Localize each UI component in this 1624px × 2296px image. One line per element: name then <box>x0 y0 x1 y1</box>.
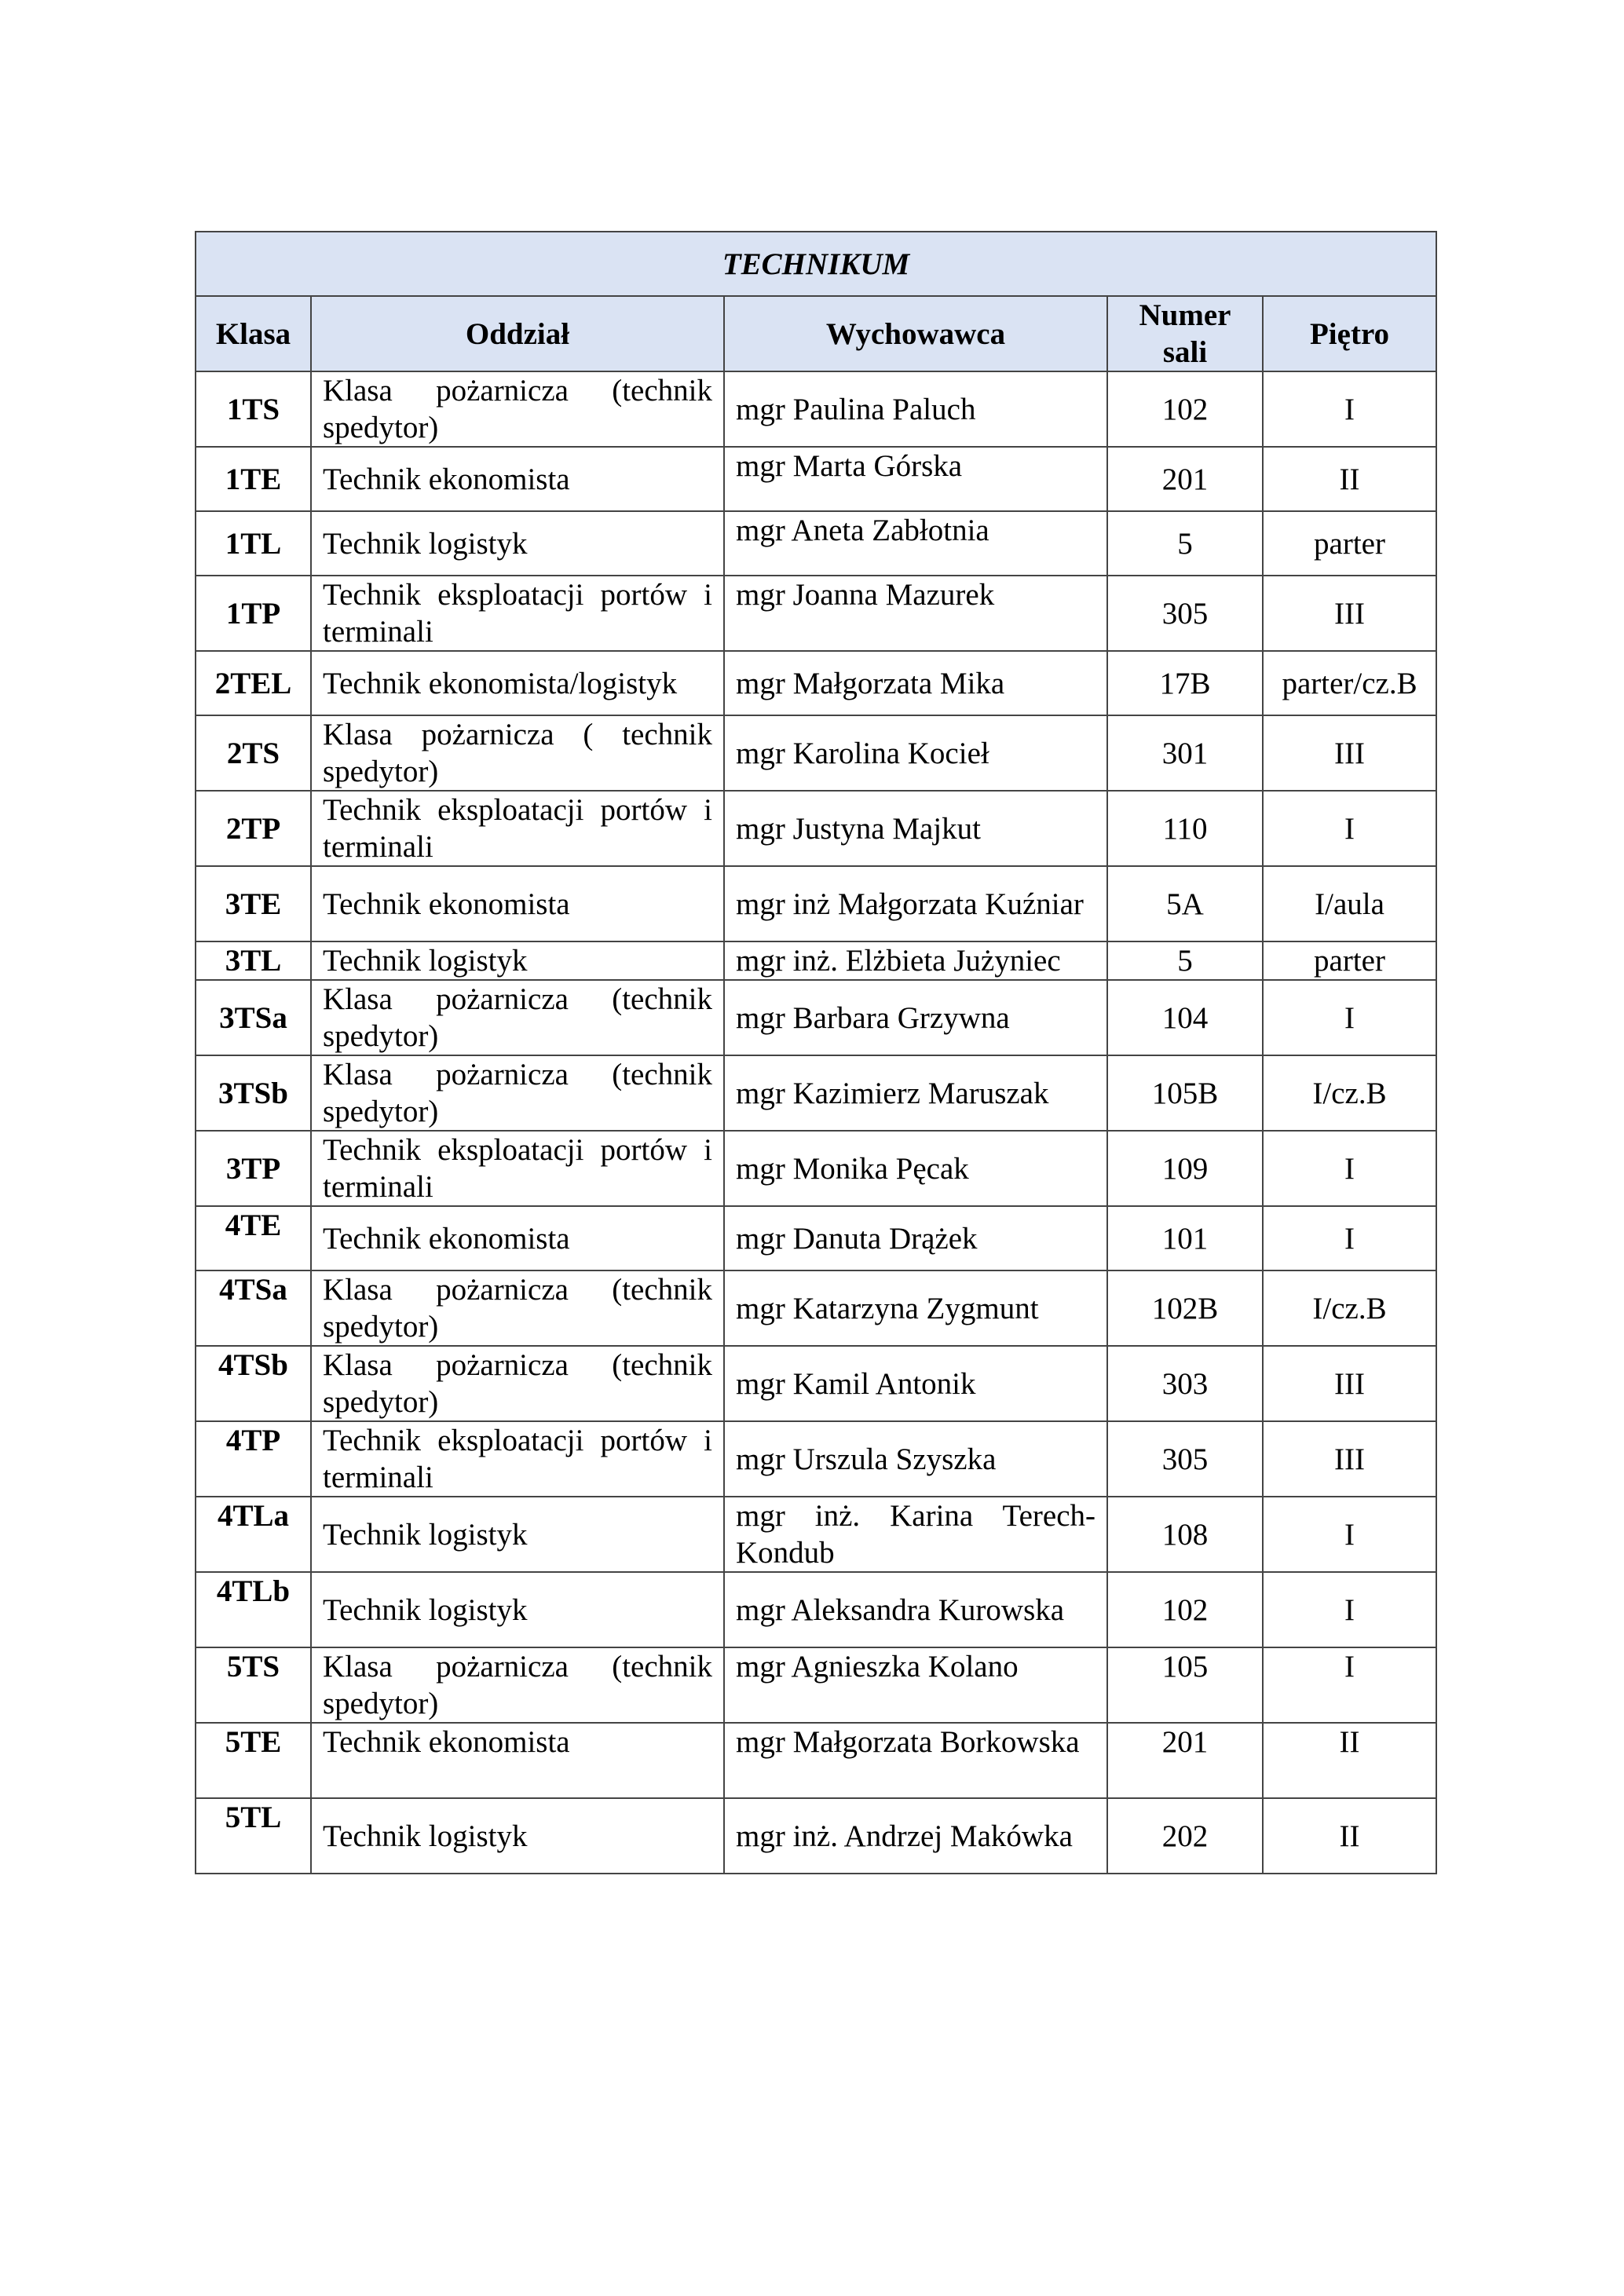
cell-sala: 102 <box>1107 371 1263 447</box>
cell-sala: 101 <box>1107 1206 1263 1270</box>
cell-pietro: I <box>1263 791 1436 866</box>
cell-wychowawca: mgr Justyna Majkut <box>724 791 1107 866</box>
cell-klasa: 1TP <box>196 576 311 651</box>
cell-sala: 201 <box>1107 447 1263 511</box>
table-row <box>196 1798 1436 1874</box>
cell-klasa: 4TLa <box>196 1497 311 1572</box>
cell-klasa: 4TP <box>196 1421 311 1497</box>
table-row <box>196 941 1436 980</box>
cell-oddzial: Klasa pożarnicza (technik spedytor) <box>311 1346 724 1421</box>
table-title: TECHNIKUM <box>196 232 1436 296</box>
cell-sala: 303 <box>1107 1346 1263 1421</box>
table-row <box>196 651 1436 715</box>
header-wychowawca: Wychowawca <box>724 296 1107 371</box>
cell-oddzial: Klasa pożarnicza (technik spedytor) <box>311 1647 724 1723</box>
cell-sala: 105 <box>1107 1647 1263 1723</box>
cell-oddzial: Technik ekonomista <box>311 1723 724 1798</box>
cell-oddzial: Technik eksploatacji portów i terminali <box>311 576 724 651</box>
cell-wychowawca: mgr inż Małgorzata Kuźniar <box>724 866 1107 941</box>
cell-sala: 17B <box>1107 651 1263 715</box>
cell-pietro: III <box>1263 715 1436 791</box>
table-row <box>196 715 1436 791</box>
cell-pietro: II <box>1263 447 1436 511</box>
cell-wychowawca: mgr Danuta Drążek <box>724 1206 1107 1270</box>
cell-sala: 201 <box>1107 1723 1263 1798</box>
table-row <box>196 1131 1436 1206</box>
cell-oddzial: Technik logistyk <box>311 941 724 980</box>
cell-sala: 105B <box>1107 1055 1263 1131</box>
table-row <box>196 576 1436 651</box>
cell-sala: 104 <box>1107 980 1263 1055</box>
table-row <box>196 371 1436 447</box>
table-row <box>196 791 1436 866</box>
cell-pietro: I <box>1263 1131 1436 1206</box>
cell-sala: 5A <box>1107 866 1263 941</box>
cell-pietro: III <box>1263 576 1436 651</box>
cell-klasa: 3TE <box>196 866 311 941</box>
cell-wychowawca: mgr Marta Górska <box>724 447 1107 511</box>
cell-klasa: 3TL <box>196 941 311 980</box>
cell-klasa: 5TL <box>196 1798 311 1874</box>
cell-pietro: I <box>1263 1206 1436 1270</box>
cell-wychowawca: mgr Małgorzata Borkowska <box>724 1723 1107 1798</box>
cell-pietro: I/aula <box>1263 866 1436 941</box>
cell-oddzial: Technik ekonomista <box>311 1206 724 1270</box>
table-row <box>196 1421 1436 1497</box>
table-title-row <box>196 232 1436 296</box>
cell-klasa: 4TSb <box>196 1346 311 1421</box>
cell-sala: 108 <box>1107 1497 1263 1572</box>
cell-oddzial: Technik logistyk <box>311 511 724 576</box>
cell-pietro: I/cz.B <box>1263 1055 1436 1131</box>
table-row <box>196 866 1436 941</box>
cell-oddzial: Technik ekonomista <box>311 866 724 941</box>
cell-pietro: I <box>1263 1497 1436 1572</box>
header-sala: Numer sali <box>1107 296 1263 371</box>
cell-oddzial: Technik logistyk <box>311 1497 724 1572</box>
table-row <box>196 1055 1436 1131</box>
cell-wychowawca: mgr Joanna Mazurek <box>724 576 1107 651</box>
cell-klasa: 2TEL <box>196 651 311 715</box>
cell-klasa: 5TS <box>196 1647 311 1723</box>
cell-sala: 110 <box>1107 791 1263 866</box>
cell-klasa: 3TSb <box>196 1055 311 1131</box>
cell-oddzial: Technik ekonomista/logistyk <box>311 651 724 715</box>
cell-pietro: I <box>1263 1572 1436 1647</box>
cell-klasa: 2TP <box>196 791 311 866</box>
cell-sala: 5 <box>1107 941 1263 980</box>
cell-oddzial: Klasa pożarnicza (technik spedytor) <box>311 1270 724 1346</box>
cell-sala: 109 <box>1107 1131 1263 1206</box>
cell-wychowawca: mgr inż. Andrzej Makówka <box>724 1798 1107 1874</box>
cell-oddzial: Technik logistyk <box>311 1798 724 1874</box>
cell-klasa: 3TSa <box>196 980 311 1055</box>
table-row <box>196 1572 1436 1647</box>
cell-pietro: III <box>1263 1421 1436 1497</box>
table-row <box>196 1723 1436 1798</box>
cell-pietro: I/cz.B <box>1263 1270 1436 1346</box>
table-row <box>196 1270 1436 1346</box>
cell-pietro: I <box>1263 371 1436 447</box>
header-klasa: Klasa <box>196 296 311 371</box>
cell-klasa: 1TE <box>196 447 311 511</box>
cell-klasa: 3TP <box>196 1131 311 1206</box>
cell-wychowawca: mgr Paulina Paluch <box>724 371 1107 447</box>
cell-oddzial: Technik eksploatacji portów i terminali <box>311 1421 724 1497</box>
cell-oddzial: Technik eksploatacji portów i terminali <box>311 1131 724 1206</box>
cell-wychowawca: mgr Małgorzata Mika <box>724 651 1107 715</box>
cell-sala: 102 <box>1107 1572 1263 1647</box>
cell-oddzial: Technik eksploatacji portów i terminali <box>311 791 724 866</box>
cell-wychowawca: mgr Aneta Zabłotnia <box>724 511 1107 576</box>
cell-oddzial: Technik logistyk <box>311 1572 724 1647</box>
table-header-row <box>196 296 1436 371</box>
header-oddzial: Oddział <box>311 296 724 371</box>
cell-pietro: II <box>1263 1798 1436 1874</box>
cell-klasa: 4TSa <box>196 1270 311 1346</box>
cell-wychowawca: mgr inż. Karina Terech-Kondub <box>724 1497 1107 1572</box>
cell-sala: 301 <box>1107 715 1263 791</box>
cell-pietro: I <box>1263 1647 1436 1723</box>
cell-sala: 202 <box>1107 1798 1263 1874</box>
table-row <box>196 980 1436 1055</box>
cell-wychowawca: mgr Katarzyna Zygmunt <box>724 1270 1107 1346</box>
cell-sala: 5 <box>1107 511 1263 576</box>
cell-oddzial: Klasa pożarnicza ( technik spedytor) <box>311 715 724 791</box>
cell-pietro: II <box>1263 1723 1436 1798</box>
cell-oddzial: Klasa pożarnicza (technik spedytor) <box>311 980 724 1055</box>
cell-sala: 305 <box>1107 576 1263 651</box>
cell-klasa: 5TE <box>196 1723 311 1798</box>
cell-wychowawca: mgr Kamil Antonik <box>724 1346 1107 1421</box>
cell-pietro: parter/cz.B <box>1263 651 1436 715</box>
cell-wychowawca: mgr Karolina Kocieł <box>724 715 1107 791</box>
cell-oddzial: Klasa pożarnicza (technik spedytor) <box>311 371 724 447</box>
cell-klasa: 4TE <box>196 1206 311 1270</box>
cell-sala: 102B <box>1107 1270 1263 1346</box>
cell-pietro: parter <box>1263 511 1436 576</box>
cell-pietro: parter <box>1263 941 1436 980</box>
cell-wychowawca: mgr Urszula Szyszka <box>724 1421 1107 1497</box>
table-row <box>196 1497 1436 1572</box>
cell-wychowawca: mgr Barbara Grzywna <box>724 980 1107 1055</box>
cell-oddzial: Technik ekonomista <box>311 447 724 511</box>
table-row <box>196 447 1436 511</box>
table-row <box>196 1647 1436 1723</box>
cell-wychowawca: mgr Agnieszka Kolano <box>724 1647 1107 1723</box>
table-row <box>196 511 1436 576</box>
table-body <box>196 371 1436 1874</box>
cell-wychowawca: mgr Kazimierz Maruszak <box>724 1055 1107 1131</box>
cell-pietro: I <box>1263 980 1436 1055</box>
technikum-table <box>195 231 1437 1874</box>
header-pietro: Piętro <box>1263 296 1436 371</box>
cell-pietro: III <box>1263 1346 1436 1421</box>
table-row <box>196 1346 1436 1421</box>
cell-wychowawca: mgr inż. Elżbieta Jużyniec <box>724 941 1107 980</box>
cell-wychowawca: mgr Monika Pęcak <box>724 1131 1107 1206</box>
cell-klasa: 1TS <box>196 371 311 447</box>
table-row <box>196 1206 1436 1270</box>
cell-sala: 305 <box>1107 1421 1263 1497</box>
cell-oddzial: Klasa pożarnicza (technik spedytor) <box>311 1055 724 1131</box>
cell-klasa: 2TS <box>196 715 311 791</box>
cell-klasa: 4TLb <box>196 1572 311 1647</box>
cell-wychowawca: mgr Aleksandra Kurowska <box>724 1572 1107 1647</box>
cell-klasa: 1TL <box>196 511 311 576</box>
